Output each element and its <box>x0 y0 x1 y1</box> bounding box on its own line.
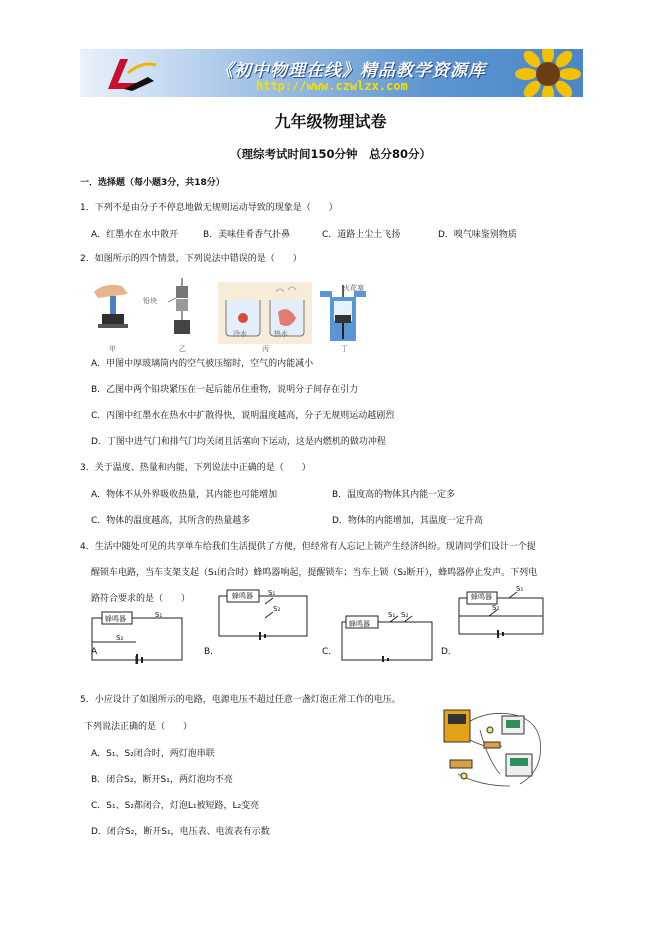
question-5-option-b: B．闭合S₂，断开S₁，两灯泡均不亮 <box>91 775 233 785</box>
question-5-option-c: C．S₁、S₂都闭合，灯泡L₁被短路，L₂变亮 <box>91 801 260 811</box>
question-4-stem-line1: 4．生活中随处可见的共享单车给我们生活提供了方便，但经常有人忘记上锁产生经济纠纷。现请同学们设计一个提 <box>80 542 536 552</box>
figure-note-spark: 火花塞 <box>343 284 364 292</box>
banner-title: 《初中物理在线》精品教学资源库 <box>216 61 486 81</box>
question-5-option-d: D．闭合S₂，断开S₁，电压表、电流表有示数 <box>91 827 270 837</box>
figure-q5-circuit <box>440 700 550 792</box>
circuit-b-letter: B． <box>204 647 220 657</box>
question-4-stem-line3: 路符合要求的是（ ） <box>91 594 191 604</box>
header-banner <box>80 49 583 97</box>
question-1-option-a: A．红墨水在水中散开 <box>91 230 179 240</box>
circuit-d-letter: D． <box>441 647 457 657</box>
question-2-option-a: A．甲图中厚玻璃筒内的空气被压缩时，空气的内能减小 <box>91 359 314 369</box>
question-2-option-c: C．丙图中红墨水在热水中扩散得快，说明温度越高，分子无规则运动越剧烈 <box>91 411 395 421</box>
question-4-stem-line2: 醒锁车电路，当车支架支起（S₁闭合时）蜂鸣器响起，提醒锁车；当车上锁（S₂断开），蜂鸣器停止发声。下列电 <box>91 568 538 578</box>
circuit-a-switch-2: S₂ <box>116 634 124 642</box>
circuit-c-letter: C． <box>322 647 338 657</box>
circuit-c-switch-1: S₁ <box>388 611 396 619</box>
question-3-option-d: D．物体的内能增加，其温度一定升高 <box>332 516 483 526</box>
question-2-option-d: D．丁图中进气门和排气门均关闭且活塞向下运动，这是内燃机的做功冲程 <box>91 437 386 447</box>
figure-note-hot: 热水 <box>274 330 288 338</box>
question-1-option-d: D．嗅气味鉴别物质 <box>438 230 517 240</box>
figure-label-bing: 丙 <box>262 345 269 353</box>
exam-subtitle: （理综考试时间150分钟 总分80分） <box>229 147 431 161</box>
figure-jia <box>88 280 140 342</box>
question-5-sub: 下列说法正确的是（ ） <box>84 722 193 732</box>
circuit-b-buzzer: 蜂鸣器 <box>232 592 253 600</box>
question-5-stem: 5．小应设计了如图所示的电路，电源电压不超过任意一盏灯泡正常工作的电压。 <box>80 695 401 705</box>
figure-note-cold: 冷水 <box>233 330 247 338</box>
circuit-a-switch-1: S₁ <box>155 611 163 619</box>
banner-url: http://www.czwlzx.com <box>256 79 408 93</box>
figure-note-lead: 铅块 <box>143 297 157 305</box>
circuit-d-buzzer: 蜂鸣器 <box>471 593 492 601</box>
figure-label-yi: 乙 <box>179 345 186 353</box>
figure-label-ding: 丁 <box>341 345 348 353</box>
question-2-stem: 2．如图所示的四个情景，下列说法中错误的是（ ） <box>80 254 302 264</box>
circuit-c-buzzer: 蜂鸣器 <box>349 620 370 628</box>
question-1-option-c: C．道路上尘土飞扬 <box>322 230 401 240</box>
exam-title: 九年级物理试卷 <box>274 112 387 131</box>
circuit-d <box>455 586 547 638</box>
circuit-b-switch-2: S₂ <box>273 605 281 613</box>
question-3-stem: 3．关于温度、热量和内能，下列说法中正确的是（ ） <box>80 463 311 473</box>
circuit-b-switch-1: S₁ <box>268 589 276 597</box>
circuit-d-switch-2: S₂ <box>492 604 500 612</box>
question-3-option-c: C．物体的温度越高，其所含的热量越多 <box>91 516 251 526</box>
question-3-option-a: A．物体不从外界吸收热量，其内能也可能增加 <box>91 490 278 500</box>
figure-label-jia: 甲 <box>109 345 116 353</box>
circuit-d-switch-1: S₁ <box>516 585 524 593</box>
circuit-a-buzzer: 蜂鸣器 <box>105 615 126 623</box>
circuit-c-switch-2: S₂ <box>401 611 409 619</box>
circuit-b <box>215 586 311 640</box>
circuit-a <box>88 608 186 664</box>
figure-yi <box>148 278 200 344</box>
logo-icon <box>98 53 160 93</box>
question-1-option-b: B．美味佳肴香气扑鼻 <box>203 230 291 240</box>
question-1-stem: 1．下列不是由分子不停息地做无规则运动导致的现象是（ ） <box>80 203 338 213</box>
question-3-option-b: B．温度高的物体其内能一定多 <box>332 490 456 500</box>
circuit-a-letter: A <box>91 647 98 657</box>
section-heading: 一．选择题（每小题3分，共18分） <box>80 178 225 188</box>
question-2-option-b: B．乙图中两个铅块紧压在一起后能吊住重物，说明分子间存在引力 <box>91 385 359 395</box>
sunflower-icon <box>510 49 583 97</box>
question-5-option-a: A．S₁、S₂闭合时，两灯泡串联 <box>91 749 215 759</box>
